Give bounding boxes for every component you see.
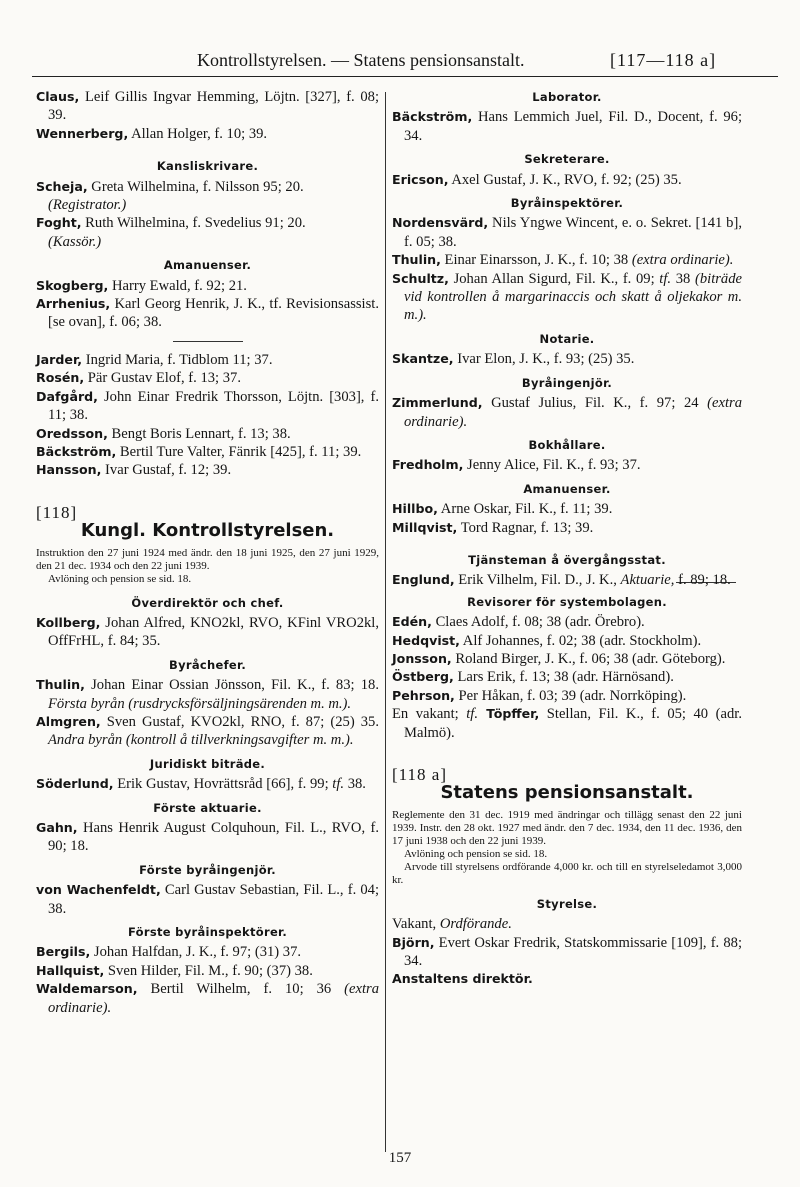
heading-amanuenser: Amanuenser. — [523, 481, 611, 496]
entry-role: (Registrator.) — [48, 197, 127, 214]
heading-byrainspektorer: Byråinspektörer. — [510, 196, 624, 211]
entry-name: Bäckström, — [392, 109, 473, 125]
entry-role: (biträde vid kontrollen å margarinaccis och skatt å oljekakor m. m.). — [404, 270, 743, 324]
entry — [36, 277, 379, 295]
section-title: Statens pensionsanstalt. — [440, 782, 694, 804]
entry — [392, 108, 742, 145]
heading-revisorer: Revisorer för systembolagen. — [467, 594, 667, 609]
entry-text: Einar Einarsson, J. K., f. 10; 38 — [440, 252, 632, 269]
entry-text: Ivar Elon, J. K., f. 93; (25) 35. — [453, 351, 635, 368]
entry-name: Skogberg, — [36, 277, 109, 293]
entry-text: Erik Vilhelm, Fil. D., J. K., — [454, 572, 621, 589]
entry-name: Anstaltens direktör. — [392, 971, 533, 987]
heading-tjansteman: Tjänsteman å övergångsstat. — [468, 552, 666, 567]
heading-amanuenser: Amanuenser. — [163, 258, 252, 273]
entry-name: Jarder, — [36, 351, 83, 367]
entry-text: Harry Ewald, f. 92; 21. — [108, 277, 247, 294]
entry-name: Kollberg, — [36, 614, 101, 630]
entry-name: Dafgård, — [36, 388, 98, 404]
entry-name: Hedqvist, — [392, 632, 460, 648]
entry-name: Östberg, — [392, 669, 454, 685]
heading-styrelse: Styrelse. — [536, 896, 598, 911]
entry — [36, 369, 379, 387]
entry — [392, 519, 742, 537]
heading-laborator: Laborator. — [532, 90, 602, 104]
entry-text: Hans Henrik August Colquhoun, Fil. L., RVO, f. 90; 18. — [48, 820, 379, 855]
column-separator — [385, 92, 386, 1152]
heading-forste-aktuarie: Förste aktuarie. — [153, 800, 262, 815]
entry-text: Johan Einar Ossian Jönsson, Fil. K., f. 83; 18. — [84, 677, 379, 694]
entry — [36, 980, 379, 1017]
entry — [392, 705, 742, 742]
entry-text: Pär Gustav Elof, f. 13; 37. — [84, 370, 242, 387]
entry — [392, 500, 742, 518]
entry — [36, 425, 379, 443]
entry-role: (extra ordinarie). — [404, 395, 742, 430]
entry-text: Bertil Wilhelm, f. 10; 36 — [137, 981, 345, 998]
entry — [36, 351, 379, 369]
entry — [392, 571, 742, 589]
right-column — [392, 88, 742, 989]
entry-text: Sven Hilder, Fil. M., f. 90; (37) 38. — [104, 962, 313, 979]
entry — [392, 456, 742, 474]
entry-name: Jonsson, — [392, 650, 452, 666]
entry-role: Ordförande. — [439, 916, 512, 933]
entry-text: Greta Wilhelmina, f. Nilsson 95; 20. — [87, 178, 304, 195]
entry-text: Ivar Gustaf, f. 12; 39. — [101, 462, 232, 479]
entry-text: Erik Gustav, Hovrättsråd [66], f. 99; — [113, 776, 333, 793]
entry-name: Pehrson, — [392, 687, 455, 703]
entry-name: Gahn, — [36, 820, 78, 835]
entry-name: Björn, — [392, 934, 435, 950]
entry-text: Alf Johannes, f. 02; 38 (adr. Stockholm). — [459, 632, 702, 649]
entry-role: Första byrån (rusdrycksförsäljningsärenden m. m.). — [48, 695, 352, 712]
entry — [36, 962, 379, 980]
entry-role: tf. — [659, 270, 672, 287]
entry — [392, 934, 742, 971]
entry-text: Jenny Alice, Fil. K., f. 93; 37. — [463, 457, 641, 474]
entry-text: Hans Lemmich Juel, Fil. D., Docent, f. 96; 34. — [404, 109, 742, 144]
entry-name: Söderlund, — [36, 776, 114, 792]
section-number: [118] — [36, 502, 78, 522]
heading-juridiskt: Juridiskt biträde. — [149, 756, 266, 771]
heading-sekreterare: Sekreterare. — [524, 152, 610, 167]
entry-text: Allan Holger, f. 10; 39. — [128, 125, 268, 142]
entry-text: Sven Gustaf, KVO2kl, RNO, f. 87; (25) 35. — [100, 713, 379, 730]
entry — [392, 214, 742, 251]
entry-role: (Kassör.) — [48, 233, 102, 250]
heading-forste-byraingenjor: Förste byråingenjör. — [139, 862, 276, 877]
entry-name: Wennerberg, — [36, 125, 129, 141]
entry — [36, 713, 379, 750]
entry-name: Foght, — [36, 215, 82, 231]
entry-text: En vakant; — [392, 706, 467, 723]
section-note: Avlöning och pension se sid. 18. — [48, 572, 192, 585]
entry-role: Aktuarie, — [620, 572, 675, 589]
entry-name: Schultz, — [392, 270, 449, 286]
entry-name: von Wachenfeldt, — [36, 882, 161, 898]
entry-name: Englund, — [392, 572, 455, 588]
entry — [392, 251, 742, 269]
entry-text: Gustaf Julius, Fil. K., f. 97; 24 — [482, 395, 708, 412]
entry-role: Andra byrån (kontroll å tillverkningsavgifter m. m.). — [48, 732, 354, 749]
entry-text: Johan Halfdan, J. K., f. 97; (31) 37. — [90, 944, 302, 961]
header-rule — [32, 76, 778, 77]
entry — [36, 443, 379, 461]
entry-text: Claes Adolf, f. 08; 38 (adr. Örebro). — [431, 614, 645, 631]
entry — [36, 125, 379, 143]
heading-overdirektor: Överdirektör och chef. — [131, 595, 284, 610]
entry-name: Fredholm, — [392, 457, 464, 473]
entry-text: John Einar Fredrik Thorsson, Löjtn. [303], f. 11; 38. — [48, 388, 379, 424]
heading-notarie: Notarie. — [539, 331, 595, 346]
entry — [36, 178, 379, 215]
entry-role: tf. — [466, 706, 479, 723]
entry — [392, 970, 742, 988]
entry-text: Johan Allan Sigurd, Fil. K., f. 09; — [448, 270, 660, 287]
entry-text: Vakant, — [392, 916, 440, 933]
entry-text: Nils Yngwe Wincent, e. o. Sekret. [141 b], f. 05; 38. — [404, 215, 742, 250]
entry — [36, 819, 379, 856]
entry — [392, 394, 742, 431]
entry — [392, 350, 742, 368]
entry-text: Lars Erik, f. 13; 38 (adr. Härnösand). — [453, 669, 674, 686]
page-number: 157 — [388, 1150, 412, 1166]
entry-name: Hallquist, — [36, 962, 105, 978]
entry-name: Oredsson, — [36, 425, 108, 441]
entry — [392, 915, 742, 933]
page-range: [117—118 a] — [610, 50, 717, 70]
entry-name: Edén, — [392, 614, 432, 630]
entry-text: Johan Alfred, KNO2kl, RVO, KFinl VRO2kl, OffFrHL, f. 84; 35. — [48, 614, 379, 650]
entry-text: Axel Gustaf, J. K., RVO, f. 92; (25) 35. — [448, 171, 682, 188]
entry-name: Bergils, — [36, 944, 91, 960]
entry-name: Hillbo, — [392, 501, 438, 517]
entry — [392, 650, 742, 668]
entry-name: Töpffer, — [478, 706, 540, 722]
entry-text: Arne Oskar, Fil. K., f. 11; 39. — [437, 501, 613, 518]
section-note: Instruktion den 27 juni 1924 med ändr. den 18 juni 1925, den 27 juni 1929, den 21 dec. 1934 och den 22 juni 1939. — [36, 546, 379, 572]
entry-text: 38 — [671, 270, 695, 287]
section-note: Arvode till styrelsens ordförande 4,000 kr. och till en styrelseledamot 3,000 kr. — [392, 860, 742, 886]
entry-text: Roland Birger, J. K., f. 06; 38 (adr. Göteborg). — [451, 650, 726, 667]
entry-name: Hansson, — [36, 462, 102, 478]
divider — [173, 341, 243, 342]
section-note: Reglemente den 31 dec. 1919 med ändringar och tillägg senast den 22 juni 1939. Instr. den 28 okt. 1927 med ändr. den 7 dec. 1934, den 11 dec. 1936, den 17 juni 1938 och den 22 juni 1939. — [392, 808, 742, 847]
entry — [36, 943, 379, 961]
entry — [36, 295, 379, 332]
entry-name: Millqvist, — [392, 519, 458, 535]
entry — [36, 388, 379, 425]
entry — [36, 88, 379, 125]
entry — [392, 687, 742, 705]
entry-name: Thulin, — [36, 677, 85, 693]
section-note: Avlöning och pension se sid. 18. — [404, 847, 548, 860]
entry — [392, 632, 742, 650]
entry-text: Per Håkan, f. 03; 39 (adr. Norrköping). — [454, 687, 687, 704]
entry-text: Evert Oskar Fredrik, Statskommissarie [109], f. 88; 34. — [404, 934, 742, 970]
entry — [392, 613, 742, 631]
entry-text: Ruth Wilhelmina, f. Svedelius 91; 20. — [81, 215, 306, 232]
entry-name: Nordensvärd, — [392, 215, 489, 231]
entry — [36, 881, 379, 918]
entry-name: Rosén, — [36, 370, 85, 386]
entry — [36, 614, 379, 651]
entry-name: Claus, — [36, 89, 80, 104]
entry-text: f. 89; 18. — [674, 572, 731, 589]
entry-text: Ingrid Maria, f. Tidblom 11; 37. — [82, 351, 273, 368]
running-head-title: Kontrollstyrelsen. — Statens pensionsanstalt. — [197, 50, 525, 70]
entry — [392, 171, 742, 189]
entry-text: Carl Gustav Sebastian, Fil. L., f. 04; 38. — [48, 882, 379, 917]
entry-text: Stellan, Fil. K., f. 05; 40 (adr. Malmö). — [404, 706, 742, 741]
entry — [36, 214, 379, 251]
heading-byraingenjor: Byråingenjör. — [521, 375, 613, 390]
section-title: Kungl. Kontrollstyrelsen. — [80, 520, 335, 542]
entry-text: Bertil Ture Valter, Fänrik [425], f. 11; 39. — [116, 443, 362, 460]
entry-name: Waldemarson, — [36, 981, 138, 997]
entry-name: Scheja, — [36, 178, 88, 194]
heading-bokhallare: Bokhållare. — [528, 437, 606, 452]
entry-text: Bengt Boris Lennart, f. 13; 38. — [107, 425, 291, 442]
section-number: [118 a] — [392, 765, 447, 784]
entry — [392, 270, 742, 325]
entry-role: tf. — [332, 776, 345, 793]
entry — [392, 668, 742, 686]
entry-name: Zimmerlund, — [392, 395, 483, 411]
heading-kansliskrivare: Kansliskrivare. — [156, 159, 259, 174]
entry-name: Bäckström, — [36, 443, 117, 459]
entry-role: (extra ordinarie). — [631, 252, 734, 269]
entry-name: Thulin, — [392, 252, 441, 268]
left-column — [36, 88, 379, 1017]
entry-name: Arrhenius, — [36, 296, 111, 312]
entry-text: 38. — [344, 776, 366, 793]
heading-byrachefer: Byråchefer. — [169, 657, 246, 672]
entry — [36, 676, 379, 713]
entry — [36, 775, 379, 793]
entry-name: Almgren, — [36, 713, 101, 729]
entry-text: Karl Georg Henrik, J. K., tf. Revisionsassist. [se ovan], f. 06; 38. — [48, 296, 379, 331]
entry — [36, 461, 379, 479]
heading-forste-byrainspektorer: Förste byråinspektörer. — [127, 925, 288, 940]
entry-name: Skantze, — [392, 351, 454, 367]
entry-role: (extra ordinarie). — [48, 981, 379, 1016]
entry-text: Tord Ragnar, f. 13; 39. — [457, 519, 594, 536]
entry-text: Leif Gillis Ingvar Hemming, Löjtn. [327], f. 08; 39. — [48, 89, 379, 124]
entry-name: Ericson, — [392, 171, 449, 187]
